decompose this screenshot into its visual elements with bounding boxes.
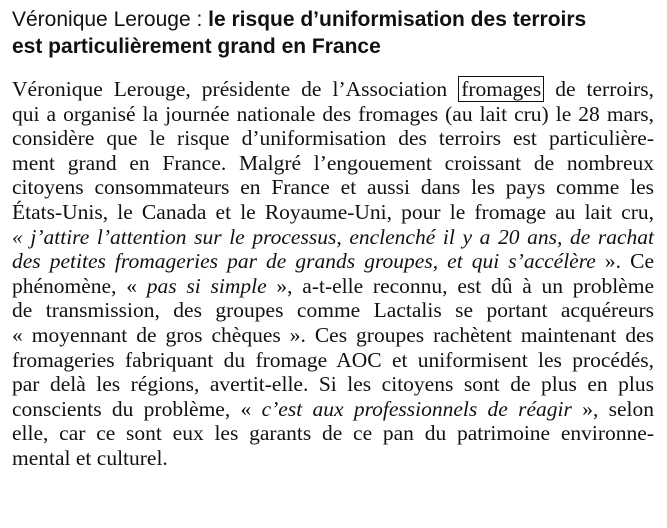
quote-italic-line-8: des petites fromageries par de grands groupes, et qui s’accélère	[12, 249, 596, 274]
highlighted-word-box: fromages	[458, 76, 544, 102]
body-line-4: ment grand en France. Malgré l’engouement croissant de nombreux	[12, 150, 654, 175]
article-headline	[12, 6, 654, 60]
headline-title-line1: le risque d’uniformisation des terroirs	[208, 8, 587, 31]
body-line-6: États-Unis, le Canada et le Royaume-Uni, pour le fromage au lait cru,	[12, 199, 654, 224]
body-line-10: de transmission, des groupes comme Lactalis se portant acquéreurs	[12, 298, 654, 323]
quote-italic-line-14: c’est aux professionnels de réagir	[261, 396, 572, 421]
body-line-8-end: ». Ce	[604, 249, 655, 274]
article	[12, 6, 654, 471]
body-line-9-end: », a-t-elle reconnu, est dû à un problème	[276, 273, 654, 298]
quote-italic-line-7: « j’attire l’attention sur le processus, enclenché il y a 20 ans, de rachat	[12, 224, 654, 249]
body-line-15: elle, car ce sont eux les garants de ce pan du patrimoine environne-	[12, 421, 654, 446]
body-line-1-start: Véronique Lerouge, présidente de l’Association	[12, 77, 448, 101]
headline-title-line2: est particulièrement grand en France	[12, 35, 381, 58]
body-line-1	[12, 77, 654, 102]
headline-author: Véronique Lerouge :	[12, 8, 203, 31]
body-line-5: citoyens consommateurs en France et aussi dans les pays comme les	[12, 175, 654, 200]
body-line-11: « moyennant de gros chèques ». Ces groupes rachètent maintenant des	[12, 322, 654, 347]
quote-italic-line-9: pas si simple	[146, 273, 267, 298]
body-line-14-start: conscients du problème, «	[12, 396, 252, 421]
article-body	[12, 77, 654, 471]
body-line-9	[12, 274, 654, 299]
body-line-12: fromageries fabriquant du fromage AOC et uniformisent les procédés,	[12, 347, 654, 372]
body-line-7	[12, 225, 654, 250]
body-line-9-start: phénomène, «	[12, 273, 137, 298]
body-line-14-end: », selon	[582, 396, 655, 421]
body-line-13: par delà les régions, avertit-elle. Si les citoyens sont de plus en plus	[12, 372, 654, 397]
body-line-2: qui a organisé la journée nationale des fromages (au lait cru) le 28 mars,	[12, 101, 654, 126]
body-line-3: considère que le risque d’uniformisation des terroirs est particulière-	[12, 126, 654, 151]
body-line-8	[12, 249, 654, 274]
body-line-16: mental et culturel.	[12, 445, 168, 470]
body-line-1-end: de terroirs,	[555, 77, 654, 101]
body-line-14	[12, 397, 654, 422]
